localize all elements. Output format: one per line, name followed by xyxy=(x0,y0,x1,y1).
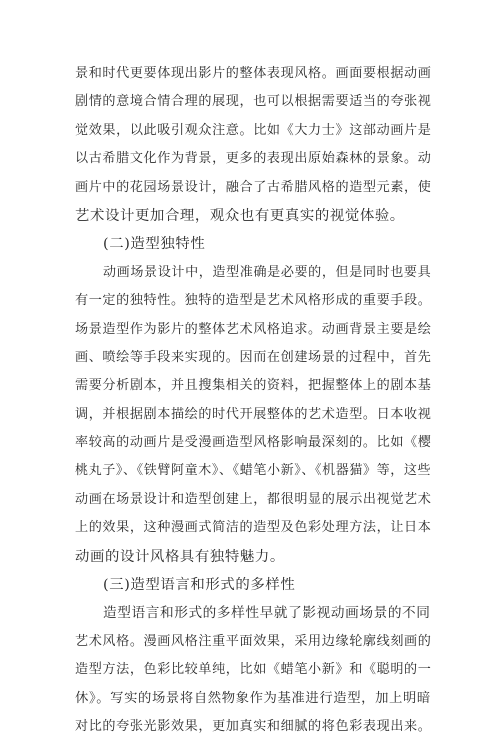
body-text-line: 上的效果，这种漫画式简洁的造型及色彩处理方法，让日本 xyxy=(75,520,432,536)
body-text-line: 调，并根据剧本描绘的时代开展整体的艺术造型。日本收视 xyxy=(75,406,432,422)
body-text-line: 画、喷绘等手段来实现的。因而在创建场景的过程中，首先 xyxy=(75,349,432,365)
section-heading: (二)造型独特性 xyxy=(103,236,206,253)
body-text-line: 以古希腊文化作为背景，更多的表现出原始森林的景象。动 xyxy=(75,151,432,167)
body-text-line: 造型方法，色彩比较单纯，比如《蜡笔小新》和《聪明的一 xyxy=(75,662,432,678)
body-text-line: 画片中的花园场景设计，融合了古希腊风格的造型元素，使 xyxy=(75,179,432,195)
body-text-line: 觉效果，以此吸引观众注意。比如《大力士》这部动画片是 xyxy=(75,122,432,138)
body-text-line: 景和时代更要体现出影片的整体表现风格。画面要根据动画 xyxy=(75,66,432,81)
paragraph-first-line: 造型语言和形式的多样性早就了影视动画场景的不同 xyxy=(103,605,431,622)
body-text-line: 艺术设计更加合理，观众也有更真实的视觉体验。 xyxy=(75,207,405,224)
paragraph-first-line: 动画场景设计中，造型准确是必要的，但是同时也要具 xyxy=(103,264,432,280)
body-text-line: 率较高的动画片是受漫画造型风格影响最深刻的。比如《樱 xyxy=(75,435,432,451)
body-text-line: 场景造型作为影片的整体艺术风格追求。动画背景主要是绘 xyxy=(75,321,432,337)
body-text-line: 桃丸子》、《铁臂阿童木》、《蜡笔小新》、《机器猫》等，这些 xyxy=(75,463,432,479)
body-text-line: 剧情的意境合情合理的展现，也可以根据需要适当的夸张视 xyxy=(75,94,432,110)
body-text-line: 艺术风格。漫画风格注重平面效果，采用边缘轮廓线刻画的 xyxy=(75,633,432,649)
body-text-line: 休》。写实的场景将自然物象作为基准进行造型，加上明暗 xyxy=(75,690,431,706)
body-text-line: 动画的设计风格具有独特魅力。 xyxy=(75,548,285,565)
body-text-line: 对比的夸张光影效果，更加真实和细腻的将色彩表现出来。 xyxy=(75,718,432,734)
body-text-line: 需要分析剧本，并且搜集相关的资料，把握整体上的剧本基 xyxy=(75,378,432,394)
section-heading: (三)造型语言和形式的多样性 xyxy=(103,577,296,594)
document-page xyxy=(75,60,430,741)
body-text-line: 动画在场景设计和造型创建上，都很明显的展示出视觉艺术 xyxy=(75,491,432,507)
body-text-line: 有一定的独特性。独特的造型是艺术风格形成的重要手段。 xyxy=(75,293,432,309)
